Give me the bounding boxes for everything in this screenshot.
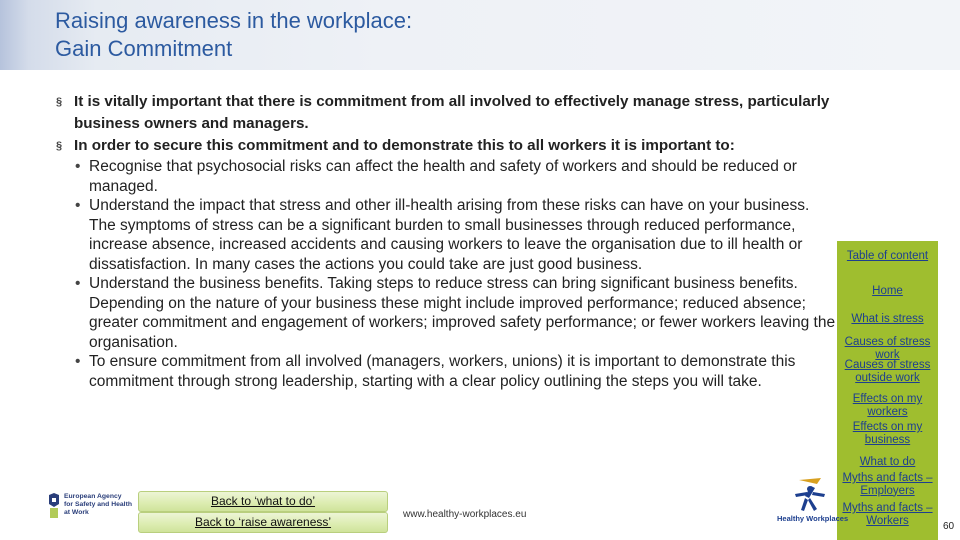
sub-bullet-text: Recognise that psychosocial risks can affect the health and safety of workers and should be reduced or managed. (89, 158, 797, 195)
slide-title-line-1: Raising awareness in the workplace: (55, 8, 413, 33)
healthy-workplaces-logo (777, 476, 849, 526)
page-number: 60 (943, 521, 955, 532)
eu-osha-name (64, 493, 134, 517)
sidebar-item-effects-on-my-business[interactable]: Effects on my business (852, 421, 923, 446)
sub-bullet-business-benefits (75, 274, 836, 352)
bullet-text: It is vitally important that there is commitment from all involved to effectively manage stress, particularly business owners and managers. (74, 93, 830, 132)
sub-bullet-recognise (75, 157, 836, 196)
slide-title (55, 7, 755, 63)
healthy-workplaces-caption: Healthy Workplaces (777, 514, 849, 523)
bullet-commitment (56, 91, 836, 135)
eu-osha-logo (47, 492, 132, 522)
eu-osha-emblem-icon (47, 492, 61, 520)
sub-bullet-text: Understand the impact that stress and other ill-health arising from these risks can have on your business. The symptoms of stress can be a significant burden to small businesses through reduced performance, increase absence, increased accidents and causing workers to leave the organisation due to ill health or dissatisfaction. In many cases the actions you could take are just good business. (89, 197, 810, 273)
sidebar-item-what-is-stress[interactable]: What is stress (851, 313, 924, 325)
sidebar-item-what-to-do[interactable]: What to do (859, 456, 916, 468)
sub-bullet-text: Understand the business benefits. Taking steps to reduce stress can bring significant business benefits. Depending on the nature of your business these might include improved performance; reduced absence; greater commitment and engagement of workers; improved safety performance; or fewer workers leaving the organisation. (89, 275, 836, 351)
website-url: www.healthy-workplaces.eu (403, 509, 527, 520)
sub-bullet-understand-impact (75, 196, 836, 274)
back-to-raise-awareness-button[interactable]: Back to ‘raise awareness’ (138, 512, 388, 533)
eu-osha-name-line-3: at Work (64, 509, 89, 516)
sub-bullet-marker: • (75, 353, 81, 370)
sidebar-item-myths-workers[interactable]: Myths and facts – Workers (842, 502, 933, 527)
content-body (56, 91, 836, 391)
sub-bullet-ensure-commitment (75, 352, 836, 391)
eu-osha-name-line-1: European Agency (64, 493, 122, 500)
bullet-text: In order to secure this commitment and to demonstrate this to all workers it is important to: (74, 137, 735, 154)
bullet-marker: § (56, 96, 63, 108)
sidebar-item-myths-employers[interactable]: Myths and facts – Employers (842, 472, 933, 497)
sub-bullet-marker: • (75, 197, 81, 214)
sidebar-item-causes-of-stress-work[interactable]: Causes of stress work (844, 336, 931, 361)
sub-bullet-marker: • (75, 275, 81, 292)
sidebar-item-causes-of-stress-outside-work[interactable]: Causes of stress outside work (844, 359, 931, 384)
eu-osha-name-line-2: for Safety and Health (64, 501, 132, 508)
sidebar-item-home[interactable]: Home (872, 285, 903, 297)
sub-bullet-text: To ensure commitment from all involved (managers, workers, unions) it is important to demonstrate this commitment through strong leadership, starting with a clear policy outlining the steps you will take. (89, 353, 796, 390)
sidebar-item-table-of-content[interactable]: Table of content (846, 250, 929, 262)
healthy-workplaces-figure-icon (777, 476, 843, 516)
sub-bullet-marker: • (75, 158, 81, 175)
bullet-marker: § (56, 140, 63, 152)
sidebar-item-effects-on-my-workers[interactable]: Effects on my workers (852, 393, 923, 418)
back-to-what-to-do-button[interactable]: Back to ‘what to do’ (138, 491, 388, 512)
slide-title-line-2: Gain Commitment (55, 36, 233, 61)
bullet-secure-commitment (56, 135, 836, 157)
